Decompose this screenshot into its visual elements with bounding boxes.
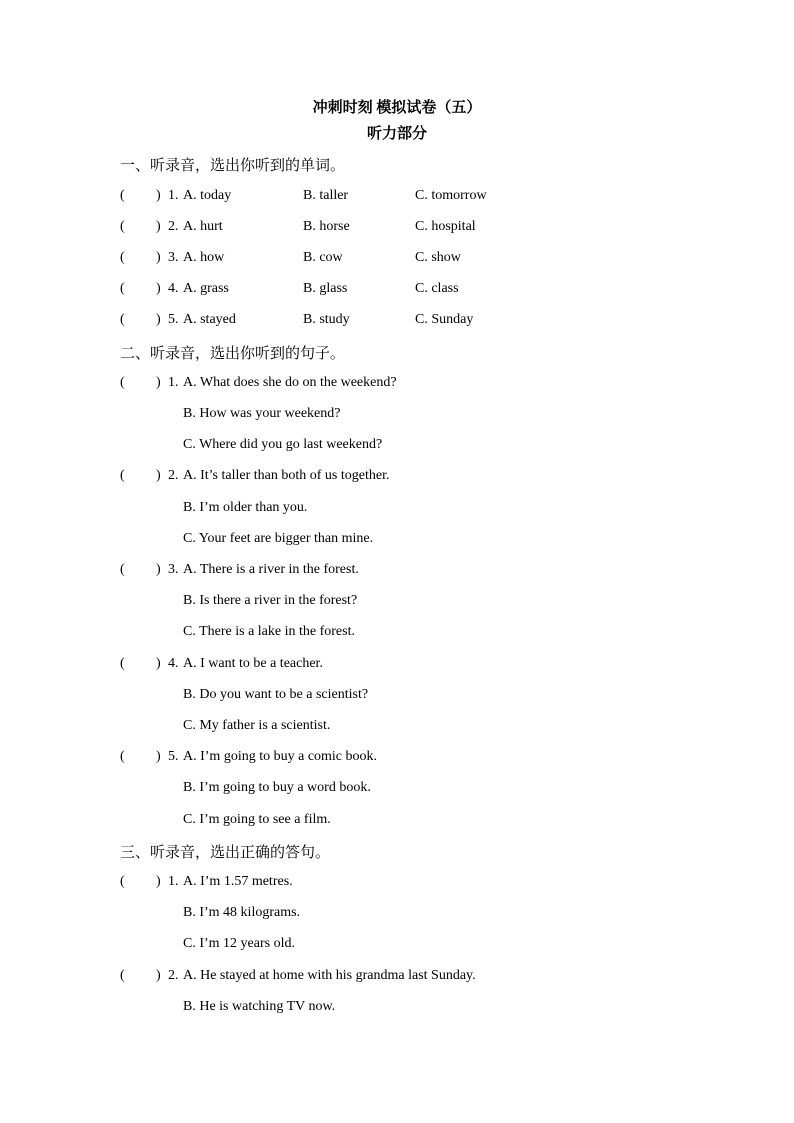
answer-paren-open[interactable]: ( <box>120 188 125 203</box>
option-a: A. I’m 1.57 metres. <box>183 874 293 889</box>
question-number: 4. <box>168 281 179 296</box>
answer-paren-open[interactable]: ( <box>120 250 125 265</box>
option-b: B. Do you want to be a scientist? <box>183 687 369 702</box>
question-number: 4. <box>168 656 179 671</box>
question-number: 2. <box>168 968 179 983</box>
option-c: C. There is a lake in the forest. <box>183 624 355 639</box>
answer-paren-close: ) <box>156 250 161 265</box>
option-b: B. glass <box>303 281 348 296</box>
question-number: 5. <box>168 312 179 327</box>
option-c: C. My father is a scientist. <box>183 718 331 733</box>
option-a: A. He stayed at home with his grandma last Sunday. <box>183 968 476 983</box>
answer-paren-close: ) <box>156 749 161 764</box>
answer-paren-close: ) <box>156 468 161 483</box>
option-a: A. It’s taller than both of us together. <box>183 468 390 483</box>
answer-paren-open[interactable]: ( <box>120 219 125 234</box>
answer-paren-open[interactable]: ( <box>120 749 125 764</box>
option-c: C. class <box>415 281 459 296</box>
answer-paren-close: ) <box>156 281 161 296</box>
option-b: B. I’m older than you. <box>183 500 308 515</box>
option-a: A. grass <box>183 281 229 296</box>
answer-paren-open[interactable]: ( <box>120 468 125 483</box>
option-a: A. I’m going to buy a comic book. <box>183 749 378 764</box>
option-b: B. cow <box>303 250 343 265</box>
option-a: A. hurt <box>183 219 223 234</box>
option-c: C. Your feet are bigger than mine. <box>183 531 374 546</box>
option-a: A. stayed <box>183 312 236 327</box>
section1-title: 一、听录音，选出你听到的单词。 <box>120 158 346 174</box>
question-number: 3. <box>168 562 179 577</box>
section2-title: 二、听录音，选出你听到的句子。 <box>120 346 346 362</box>
question-number: 1. <box>168 375 179 390</box>
option-c: C. Sunday <box>415 312 474 327</box>
answer-paren-close: ) <box>156 874 161 889</box>
option-c: C. hospital <box>415 219 476 234</box>
answer-paren-close: ) <box>156 219 161 234</box>
option-c: C. I’m going to see a film. <box>183 812 331 827</box>
question-number: 2. <box>168 219 179 234</box>
answer-paren-open[interactable]: ( <box>120 656 125 671</box>
answer-paren-close: ) <box>156 188 161 203</box>
option-c: C. show <box>415 250 461 265</box>
question-number: 2. <box>168 468 179 483</box>
option-b: B. He is watching TV now. <box>183 999 336 1014</box>
answer-paren-close: ) <box>156 375 161 390</box>
option-a: A. how <box>183 250 225 265</box>
question-number: 5. <box>168 749 179 764</box>
option-b: B. taller <box>303 188 349 203</box>
answer-paren-close: ) <box>156 312 161 327</box>
option-a: A. I want to be a teacher. <box>183 656 323 671</box>
question-number: 1. <box>168 188 179 203</box>
answer-paren-open[interactable]: ( <box>120 562 125 577</box>
answer-paren-close: ) <box>156 968 161 983</box>
question-number: 1. <box>168 874 179 889</box>
option-a: A. What does she do on the weekend? <box>183 375 397 390</box>
option-c: C. Where did you go last weekend? <box>183 437 383 452</box>
answer-paren-close: ) <box>156 562 161 577</box>
question-number: 3. <box>168 250 179 265</box>
answer-paren-open[interactable]: ( <box>120 312 125 327</box>
exam-title: 冲刺时刻 模拟试卷（五） <box>312 100 482 116</box>
exam-subtitle: 听力部分 <box>366 126 427 142</box>
option-b: B. study <box>303 312 350 327</box>
option-a: A. today <box>183 188 232 203</box>
option-b: B. I’m 48 kilograms. <box>183 905 301 920</box>
option-a: A. There is a river in the forest. <box>183 562 359 577</box>
answer-paren-close: ) <box>156 656 161 671</box>
option-c: C. tomorrow <box>415 188 487 203</box>
option-b: B. horse <box>303 219 350 234</box>
option-b: B. How was your weekend? <box>183 406 341 421</box>
answer-paren-open[interactable]: ( <box>120 281 125 296</box>
option-c: C. I’m 12 years old. <box>183 936 295 951</box>
answer-paren-open[interactable]: ( <box>120 375 125 390</box>
section3-title: 三、听录音，选出正确的答句。 <box>120 845 331 861</box>
option-b: B. I’m going to buy a word book. <box>183 780 371 795</box>
answer-paren-open[interactable]: ( <box>120 968 125 983</box>
option-b: B. Is there a river in the forest? <box>183 593 358 608</box>
answer-paren-open[interactable]: ( <box>120 874 125 889</box>
